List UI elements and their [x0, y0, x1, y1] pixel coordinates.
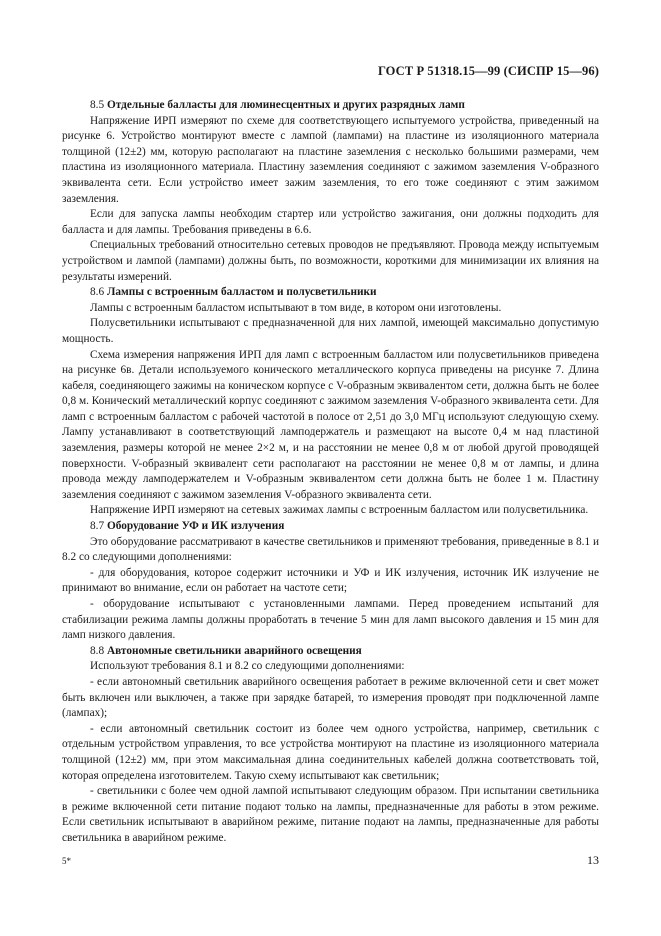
section-number: 8.7: [90, 520, 105, 533]
section-heading-8-7: [62, 519, 599, 535]
list-item: - светильники с более чем одной лампой испытывают следующим образом. При испытании светильника в режиме включенной сети питание подают только на лампы, предназначенные для работы в этом режиме. Если светильник испытывают в аварийном режиме, питание подают на лампы, предназначенные для работы светильника в аварийном режиме.: [62, 785, 599, 844]
paragraph: Напряжение ИРП измеряют на сетевых зажимах лампы с встроенным балластом или полусветильника.: [90, 504, 589, 517]
footer-signature-mark: 5*: [62, 856, 71, 866]
section-number: 8.5: [90, 99, 105, 111]
section-heading-8-8: [62, 644, 599, 660]
paragraph: Напряжение ИРП измеряют по схеме для соответствующего испытуемого устройства, приведенный на рисунке 6. Устройство монтируют вместе с лампой (лампами) на пластине из изоляционного материала толщиной (12±2) мм, которую располагают на пластине заземления с несколько большими размерами, чем пластина из изоляционного материала. Пластину заземления соединяют с зажимом заземления V-образного эквивалента сети. Если устройство имеет зажим заземления, то его тоже соединяют с этим зажимом заземления.: [62, 114, 599, 205]
list-item: - если автономный светильник состоит из более чем одного устройства, например, светильник с отдельным устройством управления, то все устройства монтируют на пластине из изоляционного материала толщиной (12±2) мм, при этом максимальная длина соединительных кабелей должна соответствовать той, которая определена изготовителем. Такую схему испытывают как светильник;: [62, 722, 599, 782]
paragraph: Специальных требований относительно сетевых проводов не предъявляют. Провода между испытуемым устройством и лампой (лампами) должны быть, по возможности, короткими для минимизации их влияния на результаты измерений.: [62, 239, 599, 283]
section-title: Лампы с встроенным балластом и полусветильники: [106, 286, 377, 299]
document-body: [62, 98, 599, 847]
section-heading-8-6: [62, 285, 599, 301]
paragraph: Используют требования 8.1 и 8.2 со следующими дополнениями:: [90, 660, 405, 673]
paragraph: Схема измерения напряжения ИРП для ламп с встроенным балластом или полусветильников приведена на рисунке 6в. Детали используемого конического металлического корпуса приведены на рисунке 7. Длина кабеля, соединяющего зажимы на коническом корпусе с V-образным эквивалентом сети, должна быть не более 0,8 м. Конический металлический корпус соединяют с зажимом заземления V-образного эквивалента сети. Для ламп с встроенным балластом с рабочей частотой в полосе от 2,51 до 3,0 МГц используют следующую схему. Лампу устанавливают в соответствующий ламподержатель и размещают на высоте 0,4 м над пластиной заземления, размеры которой не менее 2×2 м, и на расстоянии не менее 0,8 м от любой другой проводящей поверхности. V-образный эквивалент сети располагают на расстоянии не менее 0,8 м от лампы, и длина провода между ламподержателем и V-образным эквивалентом сети должна быть не более 1 м. Пластину заземления соединяют с зажимом заземления V-образного эквивалента сети.: [62, 348, 599, 501]
page-number: 13: [587, 853, 599, 867]
paragraph: Полусветильники испытывают с предназначенной для них лампой, имеющей максимально допустимую мощность.: [62, 317, 599, 345]
section-number: 8.6: [90, 286, 105, 299]
section-heading-8-5: [62, 98, 599, 114]
list-item: - если автономный светильник аварийного освещения работает в режиме включенной сети и свет может быть включен или выключен, а также при зарядке батарей, то измерения проводят при подключенной лампе (лампах);: [62, 675, 599, 720]
paragraph: Если для запуска лампы необходим стартер или устройство зажигания, они должны подходить для балласта и для лампы. Требования приведены в 6.6.: [62, 208, 599, 236]
section-number: 8.8: [90, 644, 105, 657]
section-title: Оборудование УФ и ИК излучения: [106, 520, 285, 533]
paragraph: Это оборудование рассматривают в качестве светильников и применяют требования, приведенные в 8.1 и 8.2 со следующими дополнениями:: [62, 535, 599, 564]
section-title: Автономные светильники аварийного освещения: [106, 644, 362, 657]
page-header-standard-id: ГОСТ Р 51318.15—99 (СИСПР 15—96): [377, 64, 599, 78]
paragraph: Лампы с встроенным балластом испытывают в том виде, в котором они изготовлены.: [90, 301, 502, 314]
list-item: - оборудование испытывают с установленными лампами. Перед проведением испытаний для стабилизации режима лампы должны проработать в течение 5 мин для ламп высокого давления и 15 мин для ламп низкого давления.: [62, 598, 599, 642]
section-title: Отдельные балласты для люминесцентных и других разрядных ламп: [106, 99, 465, 111]
list-item: - для оборудования, которое содержит источники и УФ и ИК излучения, источник ИК излучение не принимают во внимание, если он работает на частоте сети;: [62, 566, 599, 595]
